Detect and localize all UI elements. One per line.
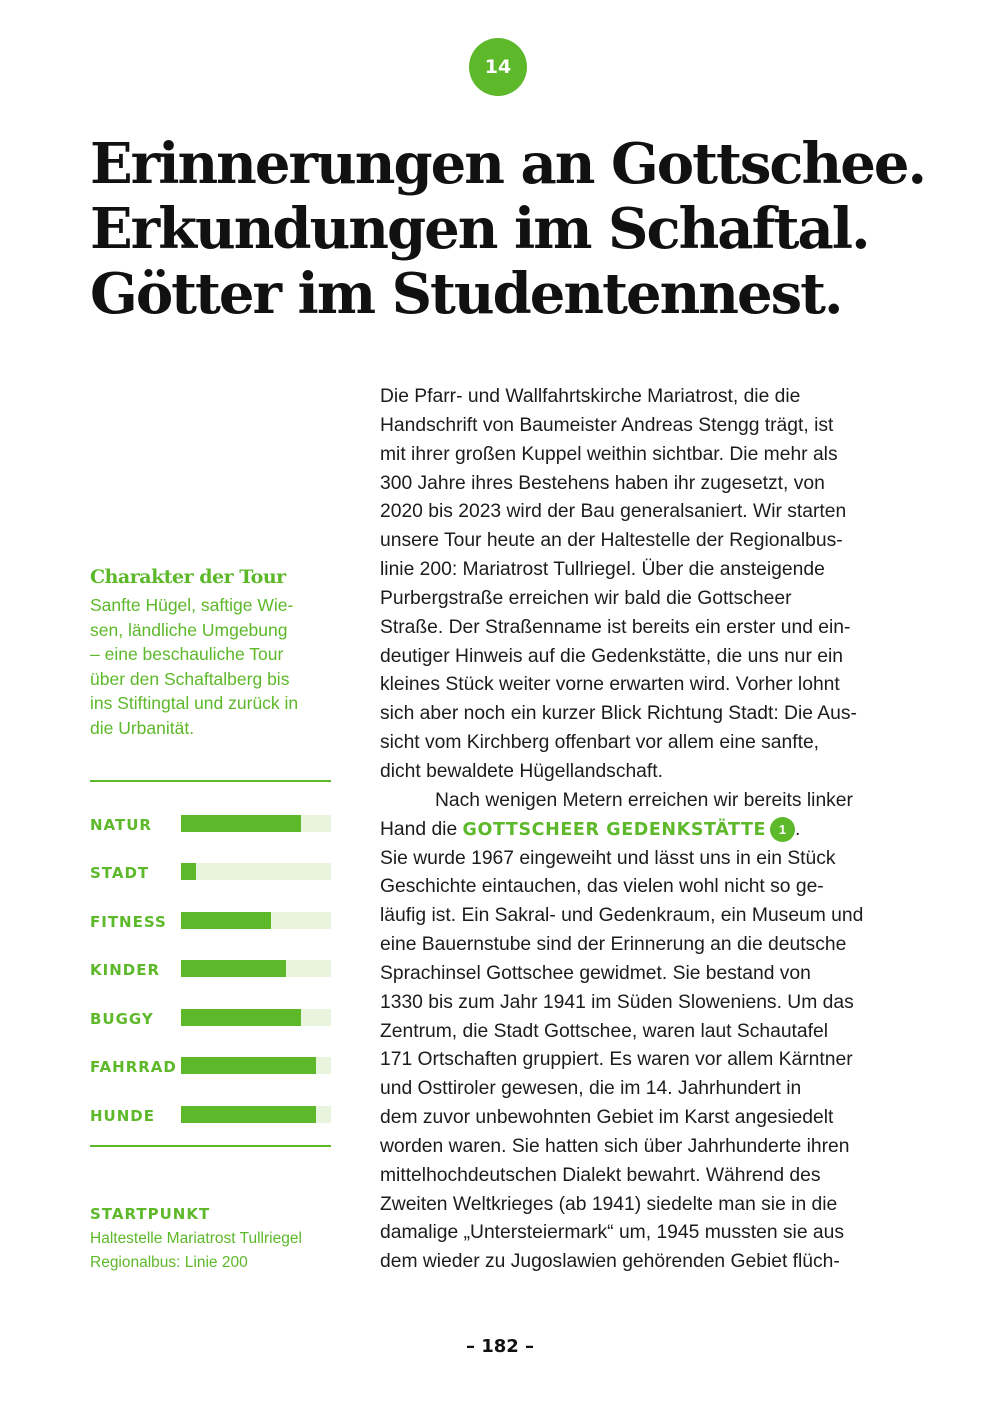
rating-bar-track <box>181 1106 331 1123</box>
startpoint-heading: STARTPUNKT <box>90 1205 211 1223</box>
body-line: dem zuvor unbewohnten Gebiet im Karst angesiedelt <box>380 1107 834 1129</box>
page-title <box>90 132 980 327</box>
body-line: und Osttiroler gewesen, die im 14. Jahrhundert in <box>380 1078 802 1100</box>
rating-bar-track <box>181 1009 331 1026</box>
body-line: Geschichte eintauchen, das vielen wohl nicht so ge- <box>380 876 824 898</box>
rating-label: KINDER <box>90 961 161 979</box>
rating-label: STADT <box>90 864 150 882</box>
body-line: Nach wenigen Metern erreichen wir bereits linker <box>435 789 853 811</box>
body-line: Zweiten Weltkrieges (ab 1941) siedelte man sie in die <box>380 1193 838 1215</box>
body-line: Straße. Der Straßenname ist bereits ein erster und ein- <box>380 616 851 638</box>
body-line: 1330 bis zum Jahr 1941 im Süden Sloweniens. Um das <box>380 991 854 1013</box>
highlight-line <box>380 816 920 845</box>
rating-row-fitness <box>90 912 331 930</box>
highlight-prefix: Hand die <box>380 818 463 840</box>
body-line: Die Pfarr- und Wallfahrtskirche Mariatrost, die die <box>380 386 801 407</box>
title-line: Erinnerungen an Gottschee. <box>90 131 925 197</box>
body-line: unsere Tour heute an der Haltestelle der Regionalbus- <box>380 530 843 552</box>
rating-bar-fill <box>181 960 286 977</box>
rating-row-buggy <box>90 1009 331 1027</box>
body-line: Sprachinsel Gottschee gewidmet. Sie bestand von <box>380 962 811 984</box>
rating-bar-track <box>181 1057 331 1074</box>
rating-label: HUNDE <box>90 1107 155 1125</box>
rating-row-fahrrad <box>90 1057 331 1075</box>
startpoint-stop: Haltestelle Mariatrost Tullriegel <box>90 1230 302 1247</box>
rating-bar-track <box>181 815 331 832</box>
rating-bar-track <box>181 960 331 977</box>
rating-bar-fill <box>181 1057 316 1074</box>
body-line: mittelhochdeutschen Dialekt bewahrt. Während des <box>380 1164 821 1186</box>
character-line: – eine beschauliche Tour <box>90 644 284 664</box>
rating-row-hunde <box>90 1106 331 1124</box>
rating-row-natur <box>90 815 331 833</box>
body-line: kleines Stück weiter vorne erwarten wird. Vorher lohnt <box>380 674 840 696</box>
body-line: 300 Jahre ihres Bestehens haben ihr zugesetzt, von <box>380 472 825 494</box>
rating-label: NATUR <box>90 816 152 834</box>
highlight-suffix: . <box>795 818 801 840</box>
divider <box>90 780 331 782</box>
character-description <box>90 593 335 740</box>
character-line: die Urbanität. <box>90 717 195 738</box>
rating-label: FAHRRAD <box>90 1058 177 1076</box>
body-line: 171 Ortschaften gruppiert. Es waren vor allem Kärntner <box>380 1049 853 1071</box>
body-line: Handschrift von Baumeister Andreas Stengg trägt, ist <box>380 414 834 436</box>
poi-highlight: GOTTSCHEER GEDENKSTÄTTE <box>462 819 767 840</box>
chapter-badge: 14 <box>469 38 527 96</box>
body-line: deutiger Hinweis auf die Gedenkstätte, die uns nur ein <box>380 645 844 667</box>
body-line: Zentrum, die Stadt Gottschee, waren laut Schautafel <box>380 1020 828 1042</box>
rating-bar-track <box>181 863 331 880</box>
character-line: Sanfte Hügel, saftige Wie- <box>90 595 294 615</box>
character-heading: Charakter der Tour <box>90 566 286 588</box>
page-number: – 182 – <box>465 1336 535 1357</box>
title-line: Erkundungen im Schaftal. <box>90 196 869 262</box>
rating-row-stadt <box>90 863 331 881</box>
rating-bar-fill <box>181 1106 316 1123</box>
body-line: läufig ist. Ein Sakral- und Gedenkraum, ein Museum und <box>380 905 864 927</box>
rating-bar-track <box>181 912 331 929</box>
rating-bar-fill <box>181 1009 301 1026</box>
body-line: sich aber noch ein kurzer Blick Richtung Stadt: Die Aus- <box>380 703 857 725</box>
rating-label: BUGGY <box>90 1010 154 1028</box>
body-line: dicht bewaldete Hügellandschaft. <box>380 760 663 782</box>
body-line: damalige „Untersteiermark“ um, 1945 mussten sie aus <box>380 1222 845 1244</box>
startpoint-bus: Regionalbus: Linie 200 <box>90 1254 248 1271</box>
body-line: mit ihrer großen Kuppel weithin sichtbar. Die mehr als <box>380 443 838 465</box>
body-line: Purbergstraße erreichen wir bald die Gottscheer <box>380 587 792 609</box>
poi-marker-badge: 1 <box>770 817 795 842</box>
body-line: dem wieder zu Jugoslawien gehörenden Gebiet flüch- <box>380 1251 840 1273</box>
rating-bar-fill <box>181 815 301 832</box>
character-line: sen, ländliche Umgebung <box>90 619 288 640</box>
body-line: sicht vom Kirchberg offenbart vor allem eine sanfte, <box>380 732 820 754</box>
body-line: Sie wurde 1967 eingeweiht und lässt uns in ein Stück <box>380 847 836 869</box>
title-line: Götter im Studentennest. <box>90 261 842 327</box>
body-line: 2020 bis 2023 wird der Bau generalsaniert. Wir starten <box>380 501 847 523</box>
character-line: über den Schaftalberg bis <box>90 668 290 689</box>
body-line: worden waren. Sie hatten sich über Jahrhunderte ihren <box>380 1135 850 1157</box>
body-line: linie 200: Mariatrost Tullriegel. Über die ansteigende <box>380 559 825 581</box>
rating-label: FITNESS <box>90 913 167 931</box>
rating-bar-fill <box>181 912 271 929</box>
rating-bar-fill <box>181 863 196 880</box>
body-text <box>380 383 920 1277</box>
character-line: ins Stiftingtal und zurück in <box>90 693 299 713</box>
body-line: eine Bauernstube sind der Erinnerung an die deutsche <box>380 934 847 956</box>
divider <box>90 1145 331 1147</box>
rating-row-kinder <box>90 960 331 978</box>
